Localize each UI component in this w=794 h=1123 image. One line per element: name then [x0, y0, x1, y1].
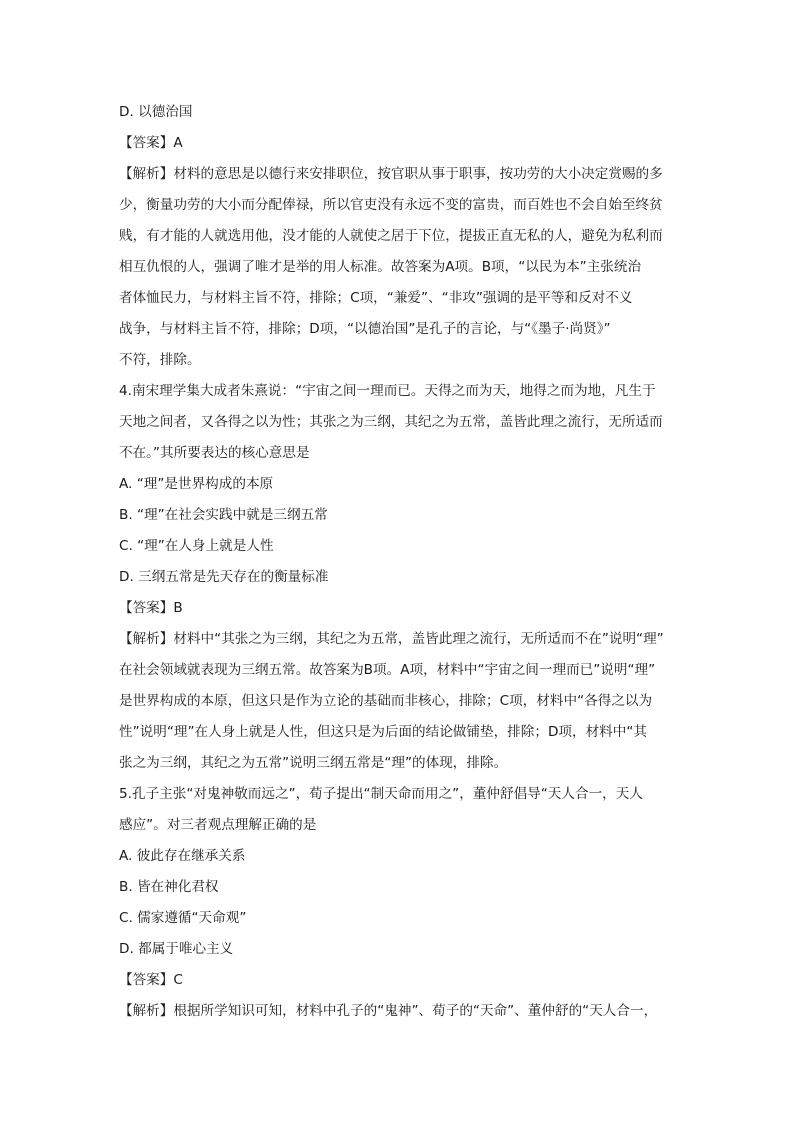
text-line: D. 都属于唯心主义	[119, 941, 234, 957]
text-line: 相互仇恨的人，强调了唯才是举的用人标准。故答案为A项。B项，“以民为本”主张统治	[119, 259, 642, 275]
text-line: A. 彼此存在继承关系	[119, 848, 246, 864]
text-line: 在社会领域就表现为三纲五常。故答案为B项。A项，材料中“宇宙之间一理而已”说明“理”	[119, 662, 656, 678]
text-line: 感应”。对三者观点理解正确的是	[119, 817, 317, 833]
text-line: 4.南宋理学集大成者朱熹说：“宇宙之间一理而已。天得之而为天，地得之而为地，凡生于	[119, 383, 656, 399]
text-line: 【答案】C	[119, 972, 183, 988]
text-line: D. 以德治国	[119, 104, 193, 120]
text-line: 【答案】B	[119, 600, 183, 616]
document-page	[119, 97, 679, 1027]
text-line: B. 皆在神化君权	[119, 879, 219, 895]
text-line: 不在。”其所要表达的核心意思是	[119, 445, 310, 461]
text-line: 性”说明“理”在人身上就是人性，但这只是为后面的结论做铺垫，排除；D项，材料中“其	[119, 724, 648, 740]
text-line: 是世界构成的本原，但这只是作为立论的基础而非核心，排除；C项，材料中“各得之以为	[119, 693, 653, 709]
text-line: 少，衡量功劳的大小而分配俸禄，所以官吏没有永远不变的富贵，而百姓也不会自始至终贫	[119, 197, 663, 213]
text-line: C. 儒家遵循“天命观”	[119, 910, 247, 926]
text-line: 5.孔子主张“对鬼神敬而远之”，荀子提出“制天命而用之”，董仲舒倡导“天人合一，天人	[119, 786, 643, 802]
text-line: B. “理”在社会实践中就是三纲五常	[119, 507, 328, 523]
text-line: C. “理”在人身上就是人性	[119, 538, 274, 554]
text-line: 【答案】A	[119, 135, 183, 151]
text-line: 贱，有才能的人就选用他，没才能的人就使之居于下位，提拔正直无私的人，避免为私利而	[119, 228, 663, 244]
text-line: 【解析】材料的意思是以德行来安排职位，按官职从事于职事，按功劳的大小决定赏赐的多	[119, 166, 663, 182]
text-line: 者体恤民力，与材料主旨不符，排除；C项，“兼爱”、“非攻”强调的是平等和反对不义	[119, 290, 633, 306]
text-line: 【解析】根据所学知识可知，材料中孔子的“鬼神”、荀子的“天命”、董仲舒的“天人合一，	[119, 1003, 658, 1019]
text-line: 战争，与材料主旨不符，排除；D项，“以德治国”是孔子的言论，与“《墨子·尚贤》”	[119, 321, 611, 337]
text-line: 不符，排除。	[119, 352, 201, 368]
text-line: A. “理”是世界构成的本原	[119, 476, 274, 492]
text-line: 张之为三纲，其纪之为五常”说明三纲五常是“理”的体现，排除。	[119, 755, 508, 771]
text-line: 【解析】材料中“其张之为三纲，其纪之为五常，盖皆此理之流行，无所适而不在”说明“理”	[119, 631, 664, 647]
text-line: D. 三纲五常是先天存在的衡量标准	[119, 569, 329, 585]
text-line: 天地之间者，又各得之以为性；其张之为三纲，其纪之为五常，盖皆此理之流行，无所适而	[119, 414, 663, 430]
